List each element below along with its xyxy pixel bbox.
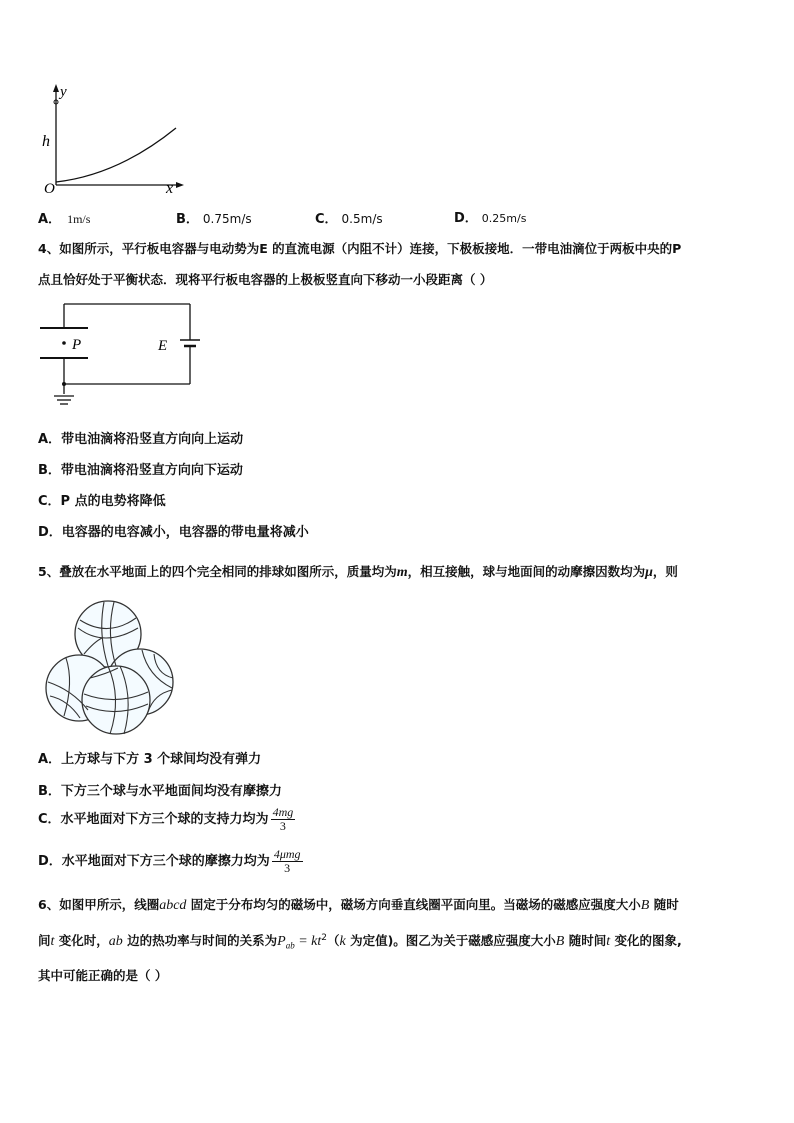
x-axis-arrow [176,182,184,188]
volleyballs-figure [44,598,178,736]
q5-line-1: 5、叠放在水平地面上的四个完全相同的排球如图所示，质量均为m，相互接触，球与地面间的动摩擦因数均为μ，则 [38,564,678,580]
p-label: P [72,337,82,353]
q5-option-b: B．下方三个球与水平地面间均没有摩擦力 [38,784,282,799]
q5-option-d: D．水平地面对下方三个球的摩擦力均为 $\frac{\text{4μmg}}{3}$ [38,847,301,875]
origin-label: O [44,181,55,197]
q4-option-d: D．电容器的电容减小，电容器的带电量将减小 [38,525,309,540]
q5-option-a: A．上方球与下方 3 个球间均没有弹力 [38,752,262,767]
x-label: x [166,180,174,197]
oil-drop [62,341,66,345]
h-label: h [42,133,50,150]
y-axis-arrow [53,84,59,92]
q3-option-a: A． 1m/s [38,212,91,227]
q4-line-1: 4、如图所示，平行板电容器与电动势为E 的直流电源（内阻不计）连接，下极板接地．一带电油滴位于两板中央的P [38,241,682,256]
q3-option-b: B． 0.75m/s [176,212,252,227]
d-fraction: $\frac{\text{4μmg}}{3}$ [273,847,301,875]
trajectory-curve [56,128,176,182]
q4-option-b: B．带电油滴将沿竖直方向向下运动 [38,463,243,478]
q3-option-c: C． 0.5m/s [315,212,383,227]
q5-option-c: C．水平地面对下方三个球的支持力均为 $\frac{4mg}{3}$ [38,805,294,833]
position-graph [38,82,188,197]
q6-line-3: 其中可能正确的是（ ） [38,968,168,983]
q4-line-2: 点且恰好处于平衡状态．现将平行板电容器的上极板竖直向下移动一小段距离（ ） [38,272,493,287]
capacitor-circuit [36,296,206,414]
e-label: E [158,338,168,354]
q6-line-1: 6、如图甲所示，线圈abcd 固定于分布均匀的磁场中，磁场方向垂直线圈平面向里。当磁场的磁感应强度大小B 随时 [38,897,679,913]
y-label: y [60,84,67,100]
q4-option-c: C．P 点的电势将降低 [38,494,166,509]
q3-option-d: D． 0.25m/s [454,211,527,226]
c-fraction: $\frac{4mg}{3}$ [272,805,294,833]
q6-line-2: 间t 变化时，ab 边的热功率与时间的关系为$P_{ab} = kt^2(k$ 为定值)。图乙为关于磁感应强度大小B 随时间t 变化的图象, [38,932,682,951]
q4-option-a: A．带电油滴将沿竖直方向向上运动 [38,432,244,447]
